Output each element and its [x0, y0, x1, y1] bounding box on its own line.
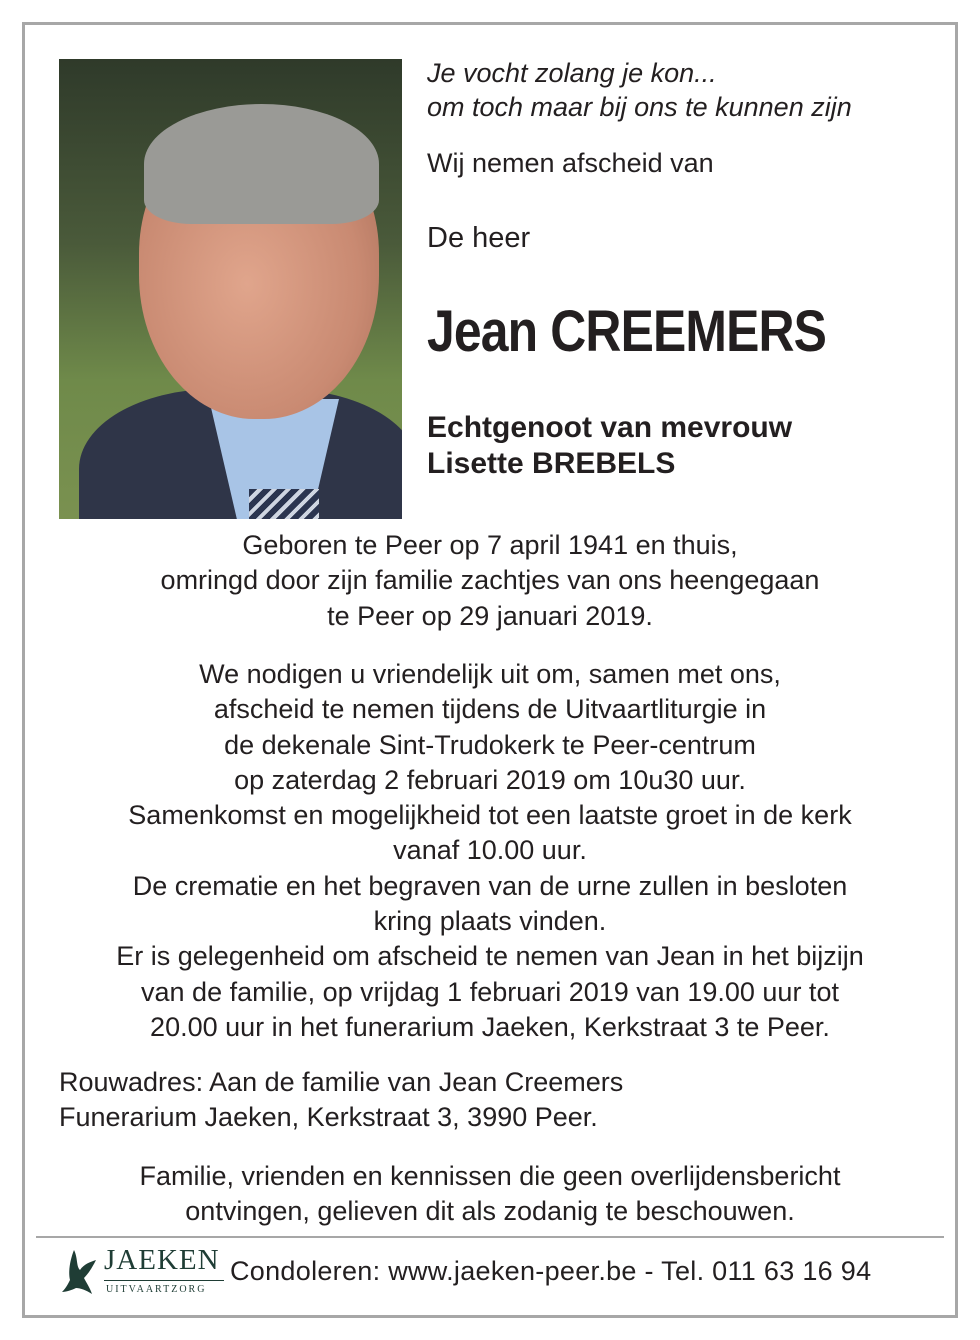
text-line: op zaterdag 2 februari 2019 om 10u30 uur.: [234, 764, 746, 795]
condolence-contact: Condoleren: www.jaeken-peer.be - Tel. 011 63 16 94: [230, 1256, 872, 1286]
spouse-line: Echtgenoot van mevrouw: [427, 411, 793, 444]
text-line: te Peer op 29 januari 2019.: [327, 600, 653, 631]
text-line: Geboren te Peer op 7 april 1941 en thuis,: [242, 530, 738, 560]
text-line: We nodigen u vriendelijk uit om, samen met ons,: [199, 659, 781, 689]
text-line: 20.00 uur in het funerarium Jaeken, Kerkstraat 3 te Peer.: [150, 1011, 830, 1042]
text-line: vanaf 10.00 uur.: [393, 835, 587, 866]
honorific: De heer: [427, 222, 531, 254]
text-line: ontvingen, gelieven dit als zodanig te beschouwen.: [185, 1196, 795, 1227]
text-line: Rouwadres: Aan de familie van Jean Creemers: [59, 1067, 624, 1097]
text-line: kring plaats vinden.: [373, 906, 607, 937]
text-line: Er is gelegenheid om afscheid te nemen van Jean in het bijzijn: [116, 941, 864, 972]
deceased-name: Jean CREEMERS: [427, 299, 827, 364]
intro-text: Wij nemen afscheid van: [427, 148, 714, 178]
quote-line: Je vocht zolang je kon...: [427, 58, 717, 88]
quote: [427, 56, 852, 124]
closing-note: [40, 1159, 940, 1230]
logo-name: JAEKEN: [104, 1244, 220, 1276]
birth-death-info: [40, 528, 940, 634]
text-line: van de familie, op vrijdag 1 februari 2019 van 19.00 uur tot: [141, 976, 839, 1007]
quote-line: om toch maar bij ons te kunnen zijn: [427, 92, 852, 122]
divider: [36, 1236, 944, 1238]
text-line: afscheid te nemen tijdens de Uitvaartliturgie in: [213, 694, 767, 725]
spouse: [427, 410, 792, 482]
portrait-photo: [59, 59, 402, 519]
text-line: Familie, vrienden en kennissen die geen overlijdensbericht: [139, 1161, 841, 1191]
jaeken-logo: [60, 1244, 230, 1304]
text-line: de dekenale Sint-Trudokerk te Peer-centrum: [224, 729, 756, 760]
text-line: omringd door zijn familie zachtjes van ons heengegaan: [160, 565, 820, 596]
logo-subtitle: UITVAARTZORG: [106, 1284, 207, 1295]
mourning-address: [59, 1065, 623, 1135]
dove-icon: [60, 1248, 100, 1298]
text-line: De crematie en het begraven van de urne zullen in besloten: [132, 870, 848, 901]
funeral-invitation: [40, 657, 940, 1045]
spouse-line: Lisette BREBELS: [427, 447, 676, 480]
text-line: Funerarium Jaeken, Kerkstraat 3, 3990 Peer.: [59, 1102, 598, 1132]
text-line: Samenkomst en mogelijkheid tot een laatste groet in de kerk: [128, 800, 852, 831]
